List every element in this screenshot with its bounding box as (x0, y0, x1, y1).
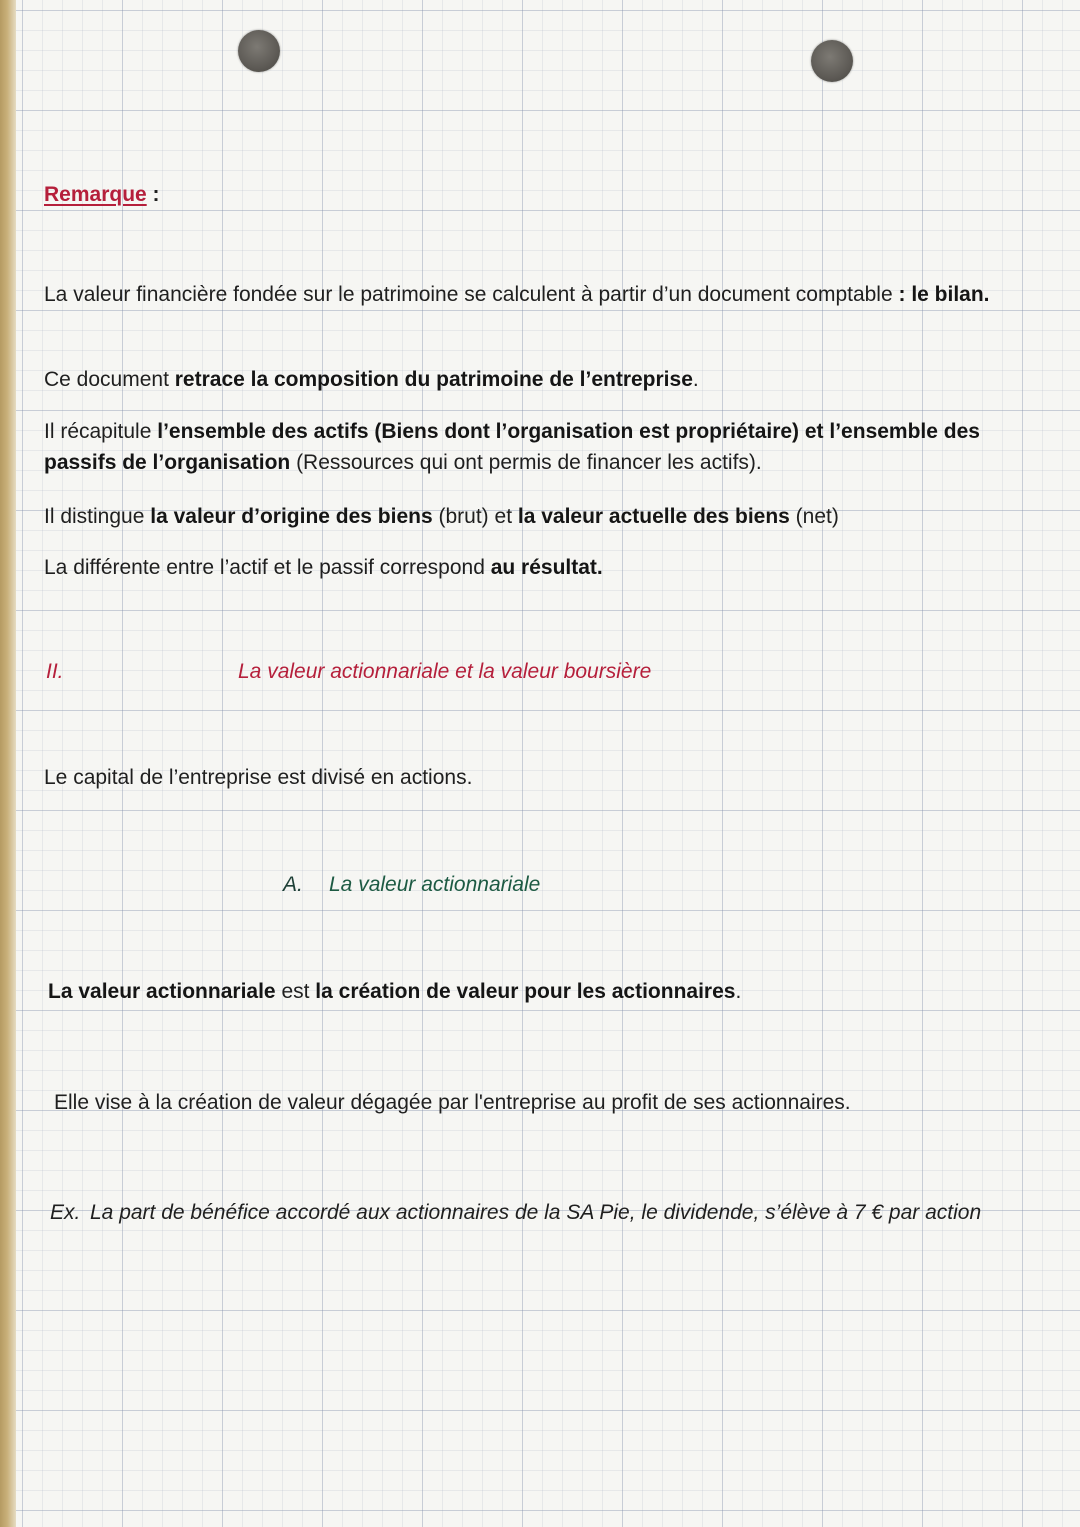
subsection-letter: A. (283, 873, 303, 896)
paragraph-bold: : le bilan. (898, 283, 990, 306)
definition-bold: La valeur actionnariale (48, 980, 276, 1003)
paragraph-bold: retrace la composition du patrimoine de l’entreprise (174, 368, 693, 391)
example-text: La part de bénéfice accordé aux actionnaires de la SA Pie, le dividende, s’élève à 7 € par action (90, 1201, 982, 1224)
section-numeral: II. (46, 660, 64, 683)
definition-bold: la création de valeur pour les actionnaires (315, 980, 736, 1003)
punch-hole-right (811, 40, 853, 82)
paragraph-text: . (692, 368, 699, 391)
definition-sentence (48, 976, 1058, 1007)
paragraph-assets-liabilities (44, 416, 1054, 478)
paragraph-balance-sheet (44, 279, 1054, 310)
example-line (50, 1197, 1060, 1228)
paragraph-text: La différente entre l’actif et le passif correspond (44, 556, 491, 579)
paragraph-bold: la valeur actuelle des biens (517, 505, 790, 528)
section-title: La valeur actionnariale et la valeur boursière (238, 660, 652, 683)
paragraph-text: Il récapitule (44, 420, 158, 443)
capital-sentence: Le capital de l’entreprise est divisé en actions. (44, 766, 473, 789)
example-label: Ex. (50, 1201, 81, 1224)
paragraph-text: (net) (789, 505, 839, 528)
subsection-title: La valeur actionnariale (329, 873, 541, 896)
paragraph-bold: l’ensemble des actifs (Biens dont l’organisation est propriétaire) et l’ensemble des passifs de l’organisation (44, 420, 980, 474)
paragraph-text: (Ressources qui ont permis de financer les actifs). (290, 451, 762, 474)
paragraph-text: (brut) et (432, 505, 518, 528)
paragraph-text: Ce document (44, 368, 175, 391)
punch-hole-left (238, 30, 280, 72)
paragraph-text: La valeur financière fondée sur le patrimoine se calculent à partir d’un document comptable (44, 283, 899, 306)
remark-heading (44, 183, 160, 207)
binding-edge (0, 0, 16, 1527)
paragraph-document-role (44, 364, 1054, 395)
paragraph-bold: au résultat. (490, 556, 603, 579)
definition-text: . (735, 980, 742, 1003)
remark-label: Remarque (44, 183, 147, 206)
paragraph-bold: la valeur d’origine des biens (150, 505, 433, 528)
definition-text: est (275, 980, 316, 1003)
paragraph-gross-net (44, 501, 1054, 532)
remark-colon: : (146, 183, 160, 206)
paragraph-text: Il distingue (44, 505, 151, 528)
purpose-sentence: Elle vise à la création de valeur dégagée par l'entreprise au profit de ses actionnaires. (54, 1091, 851, 1114)
paragraph-result (44, 552, 1054, 583)
